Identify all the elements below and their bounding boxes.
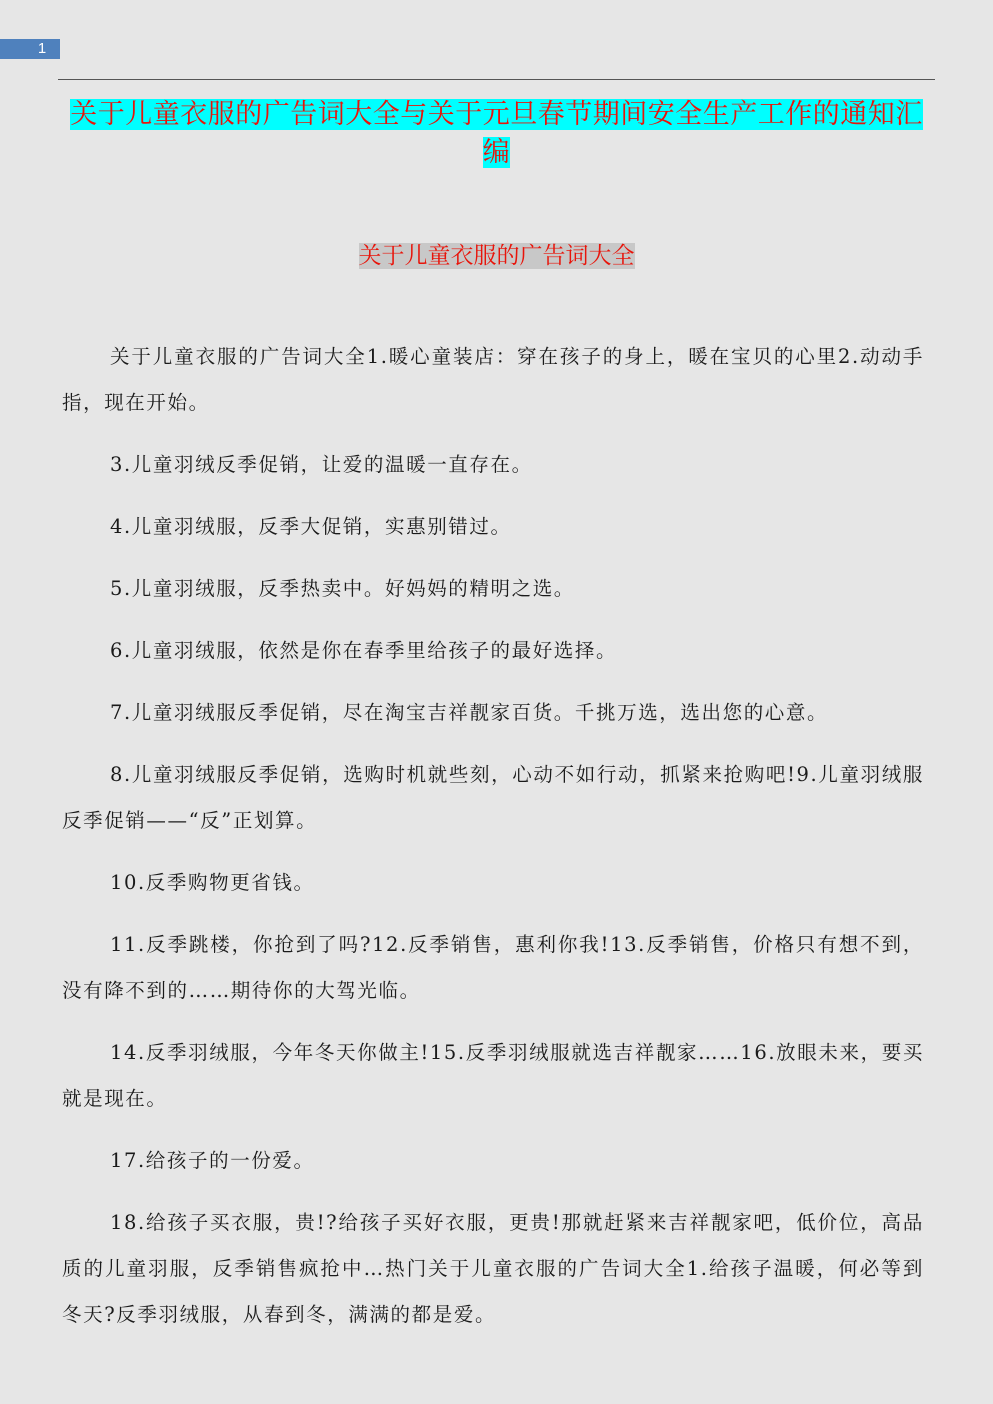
paragraph: 14.反季羽绒服，今年冬天你做主!15.反季羽绒服就选吉祥靓家……16.放眼未来，要买就是现在。 [62, 1041, 924, 1110]
paragraph: 11.反季跳楼，你抢到了吗?12.反季销售，惠利你我!13.反季销售，价格只有想不到，没有降不到的……期待你的大驾光临。 [62, 933, 924, 1002]
paragraph: 4.儿童羽绒服，反季大促销，实惠别错过。 [110, 515, 512, 538]
paragraph: 18.给孩子买衣服，贵!?给孩子买好衣服，更贵!那就赶紧来吉祥靓家吧，低价位，高品质的儿童羽服，反季销售疯抢中…热门关于儿童衣服的广告词大全1.给孩子温暖，何必等到冬天?反季羽绒服，从春到冬，满满的都是爱。 [62, 1211, 924, 1326]
header-divider [58, 79, 935, 80]
paragraph: 8.儿童羽绒服反季促销，选购时机就些刻，心动不如行动，抓紧来抢购吧!9.儿童羽绒服反季促销——“反”正划算。 [62, 763, 924, 832]
paragraph: 5.儿童羽绒服，反季热卖中。好妈妈的精明之选。 [110, 577, 575, 600]
paragraph: 7.儿童羽绒服反季促销，尽在淘宝吉祥靓家百货。千挑万选，选出您的心意。 [110, 701, 829, 724]
paragraph: 3.儿童羽绒反季促销，让爱的温暖一直存在。 [110, 453, 533, 476]
document-body [62, 334, 924, 1354]
page-number-badge: 1 [0, 39, 60, 59]
section-title [62, 238, 931, 274]
section-title-text: 关于儿童衣服的广告词大全 [358, 243, 635, 269]
paragraph: 关于儿童衣服的广告词大全1.暖心童装店：穿在孩子的身上，暖在宝贝的心里2.动动手指，现在开始。 [62, 345, 924, 414]
document-title-text: 关于儿童衣服的广告词大全与关于元旦春节期间安全生产工作的通知汇编 [70, 99, 923, 168]
paragraph: 6.儿童羽绒服，依然是你在春季里给孩子的最好选择。 [110, 639, 618, 662]
document-title [62, 96, 931, 172]
paragraph: 10.反季购物更省钱。 [110, 871, 315, 894]
paragraph: 17.给孩子的一份爱。 [110, 1149, 315, 1172]
